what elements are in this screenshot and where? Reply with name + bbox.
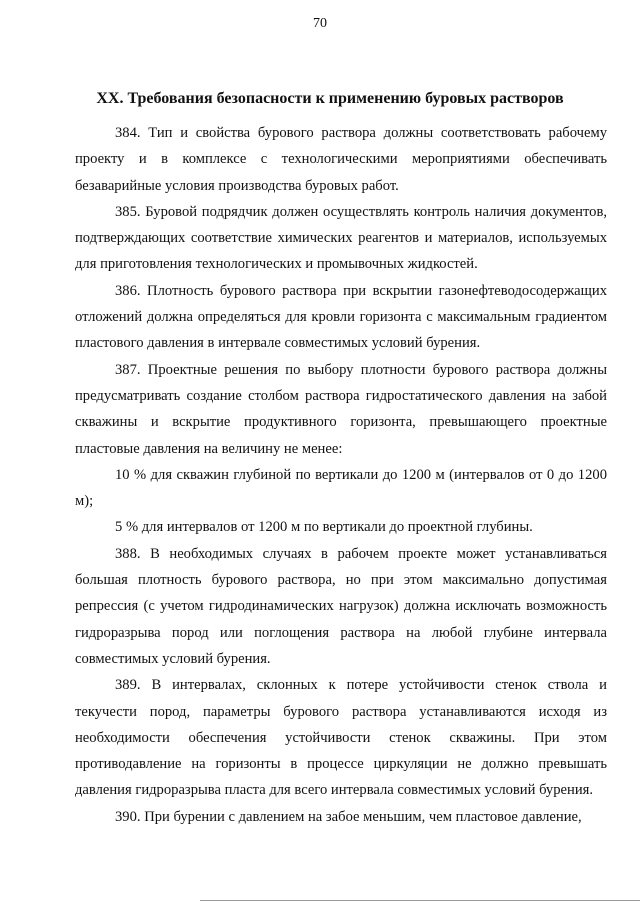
paragraph-388: 388. В необходимых случаях в рабочем проекте может устанавливаться большая плотность бурового раствора, но при этом максимально допустимая репрессия (с учетом гидродинамических нагрузок) должна исключать возможность гидроразрыва пород или поглощения раствора на любой глубине интервала совместимых условий бурения. [75,545,607,667]
paragraph-387: 387. Проектные решения по выбору плотности бурового раствора должны предусматривать создание столбом раствора гидростатического давления на забой скважины и вскрытие продуктивного горизонта, превышающего проектные пластовые давления на величину не менее: [75,361,607,457]
paragraph-385: 385. Буровой подрядчик должен осуществлять контроль наличия документов, подтверждающих соответствие химических реагентов и материалов, используемых для приготовления технологических и промывочных жидкостей. [75,203,607,273]
paragraph-387-item-2: 5 % для интервалов от 1200 м по вертикали до проектной глубины. [115,519,533,536]
paragraph-387-item-1: 10 % для скважин глубиной по вертикали до 1200 м (интервалов от 0 до 1200 м); [75,466,607,510]
paragraph-384: 384. Тип и свойства бурового раствора должны соответствовать рабочему проекту и в комплексе с технологическими мероприятиями обеспечивать безаварийные условия производства буровых работ. [75,125,607,194]
paragraph-386: 386. Плотность бурового раствора при вскрытии газонефтеводосодержащих отложений должна определяться для кровли горизонта с максимальным градиентом пластового давления в интервале совместимых условий бурения. [75,282,607,352]
document-body [75,120,607,830]
page-number: 70 [313,16,327,31]
paragraph-390: 390. При бурении с давлением на забое меньшим, чем пластовое давление, [115,808,582,825]
paragraph-389: 389. В интервалах, склонных к потере устойчивости стенок ствола и текучести пород, параметры бурового раствора устанавливаются исходя из необходимости обеспечения устойчивости стенок скважины. При этом противодавление на горизонты в процессе циркуляции не должно превышать давления гидроразрыва пласта для всего интервала совместимых условий бурения. [75,677,607,799]
section-title: XX. Требования безопасности к применению буровых растворов [96,90,564,107]
page-bottom-rule [200,900,640,901]
